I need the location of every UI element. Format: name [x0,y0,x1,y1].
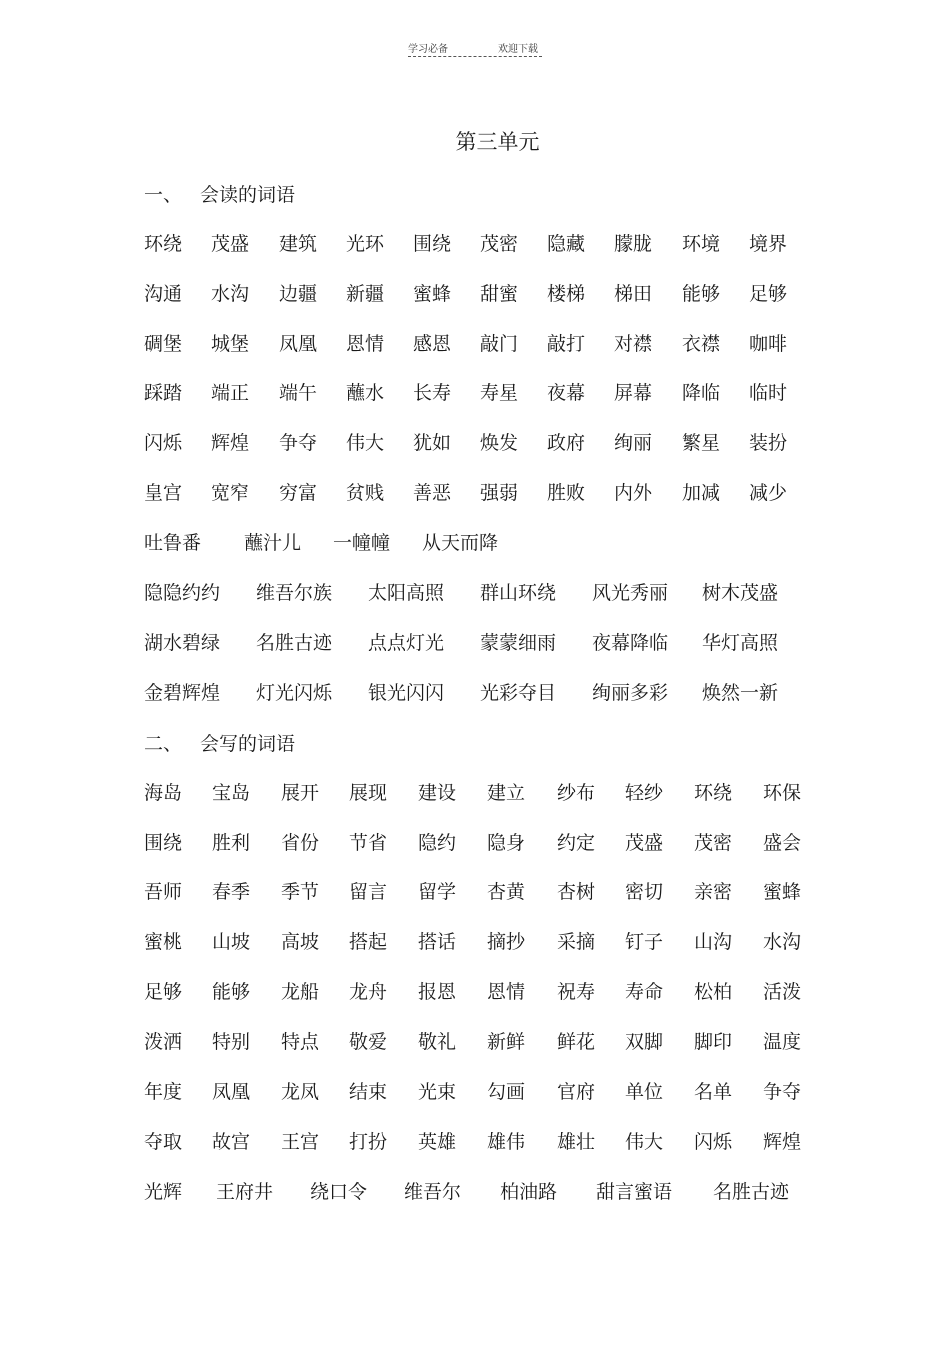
vocab-word: 夜幕 [547,382,586,404]
vocab-word: 特别 [212,1031,251,1053]
vocab-word: 水沟 [763,931,802,953]
vocab-word: 环境 [682,233,721,255]
vocab-word: 群山环绕 [480,582,557,604]
vocab-word: 杏树 [557,881,596,903]
vocab-word: 树木茂盛 [702,582,779,604]
vocab-word: 轻纱 [625,782,664,804]
vocab-word: 钉子 [625,931,664,953]
vocab-word: 光彩夺目 [480,682,557,704]
vocab-word: 穷富 [279,482,318,504]
section-number: 二、 [144,733,183,755]
vocab-word: 建立 [487,782,526,804]
vocab-word: 留学 [418,881,457,903]
vocab-word: 能够 [682,283,721,305]
vocab-word: 金碧辉煌 [144,682,221,704]
vocab-word: 蒙蒙细雨 [480,632,557,654]
vocab-word: 点点灯光 [368,632,445,654]
vocab-word: 朦胧 [614,233,653,255]
vocab-word: 隐身 [487,832,526,854]
vocab-word: 闪烁 [144,432,183,454]
vocab-word: 茂盛 [211,233,250,255]
page-title: 第三单元 [455,130,540,154]
vocab-word: 沟通 [144,283,183,305]
vocab-word: 勾画 [487,1081,526,1103]
vocab-word: 茂密 [694,832,733,854]
vocab-word: 凤凰 [212,1081,251,1103]
vocab-word: 龙船 [281,981,320,1003]
vocab-word: 围绕 [413,233,452,255]
vocab-word: 装扮 [749,432,788,454]
vocab-word: 宽窄 [211,482,250,504]
vocab-word: 密切 [625,881,664,903]
vocab-word: 水沟 [211,283,250,305]
vocab-word: 屏幕 [614,382,653,404]
vocab-word: 环保 [763,782,802,804]
vocab-word: 茂盛 [625,832,664,854]
vocab-word: 雄壮 [557,1131,596,1153]
vocab-word: 皇宫 [144,482,183,504]
vocab-word: 高坡 [281,931,320,953]
vocab-word: 伟大 [346,432,385,454]
vocab-word: 踩踏 [144,382,183,404]
vocab-word: 吾师 [144,881,183,903]
vocab-word: 单位 [625,1081,664,1103]
vocab-word: 甜蜜 [480,283,519,305]
vocab-word: 王宫 [281,1131,320,1153]
vocab-word: 伟大 [625,1131,664,1153]
vocab-word: 湖水碧绿 [144,632,221,654]
vocab-word: 绚丽 [614,432,653,454]
vocab-word: 寿星 [480,382,519,404]
vocab-word: 凤凰 [279,333,318,355]
vocab-word: 结束 [349,1081,388,1103]
vocab-word: 活泼 [763,981,802,1003]
vocab-word: 摘抄 [487,931,526,953]
vocab-word: 足够 [144,981,183,1003]
vocab-word: 盛会 [763,832,802,854]
vocab-word: 特点 [281,1031,320,1053]
vocab-word: 能够 [212,981,251,1003]
vocab-word: 感恩 [413,333,452,355]
vocab-word: 繁星 [682,432,721,454]
vocab-word: 对襟 [614,333,653,355]
vocab-word: 咖啡 [749,333,788,355]
vocab-word: 名胜古迹 [713,1181,790,1203]
vocab-word: 善恶 [413,482,452,504]
vocab-word: 采摘 [557,931,596,953]
vocab-word: 城堡 [211,333,250,355]
vocab-word: 约定 [557,832,596,854]
vocab-word: 蘸水 [346,382,385,404]
section-title: 会写的词语 [200,733,296,755]
vocab-word: 节省 [349,832,388,854]
vocab-word: 贫贱 [346,482,385,504]
header-left-text: 学习必备 [408,44,448,55]
vocab-word: 雄伟 [487,1131,526,1153]
vocab-word: 搭起 [349,931,388,953]
vocab-word: 季节 [281,881,320,903]
vocab-word: 蜜蜂 [413,283,452,305]
vocab-word: 王府井 [216,1181,274,1203]
vocab-word: 名胜古迹 [256,632,333,654]
section-title: 会读的词语 [200,184,296,206]
vocab-word: 长寿 [413,382,452,404]
vocab-word: 新鲜 [487,1031,526,1053]
vocab-word: 敬爱 [349,1031,388,1053]
vocab-word: 打扮 [349,1131,388,1153]
vocab-word: 焕然一新 [702,682,779,704]
vocab-word: 隐约 [418,832,457,854]
vocab-word: 梯田 [614,283,653,305]
vocab-word: 寿命 [625,981,664,1003]
page-header [408,38,542,57]
vocab-word: 环绕 [144,233,183,255]
vocab-word: 从天而降 [422,532,499,554]
vocab-word: 绚丽多彩 [592,682,669,704]
vocab-word: 建设 [418,782,457,804]
vocab-word: 鲜花 [557,1031,596,1053]
vocab-word: 楼梯 [547,283,586,305]
vocab-word: 风光秀丽 [592,582,669,604]
vocab-word: 官府 [557,1081,596,1103]
vocab-word: 春季 [212,881,251,903]
vocab-word: 夺取 [144,1131,183,1153]
vocab-word: 银光闪闪 [368,682,445,704]
vocab-word: 边疆 [279,283,318,305]
vocab-word: 英雄 [418,1131,457,1153]
vocab-word: 胜利 [212,832,251,854]
vocab-word: 海岛 [144,782,183,804]
vocab-word: 柏油路 [500,1181,558,1203]
vocab-word: 泼洒 [144,1031,183,1053]
vocab-word: 辉煌 [763,1131,802,1153]
vocab-word: 吐鲁番 [144,532,202,554]
vocab-word: 茂密 [480,233,519,255]
vocab-word: 衣襟 [682,333,721,355]
vocab-word: 报恩 [418,981,457,1003]
vocab-word: 焕发 [480,432,519,454]
vocab-word: 山沟 [694,931,733,953]
vocab-word: 敬礼 [418,1031,457,1053]
vocab-word: 省份 [281,832,320,854]
vocab-word: 围绕 [144,832,183,854]
section-number: 一、 [144,184,183,206]
header-right-text: 欢迎下载 [498,44,538,55]
vocab-word: 争夺 [763,1081,802,1103]
vocab-word: 维吾尔族 [256,582,333,604]
vocab-word: 年度 [144,1081,183,1103]
vocab-word: 端正 [211,382,250,404]
vocab-word: 辉煌 [211,432,250,454]
vocab-word: 新疆 [346,283,385,305]
vocab-word: 名单 [694,1081,733,1103]
vocab-word: 脚印 [694,1031,733,1053]
vocab-word: 胜败 [547,482,586,504]
vocab-word: 敲打 [547,333,586,355]
vocab-word: 纱布 [557,782,596,804]
vocab-word: 隐藏 [547,233,586,255]
vocab-word: 杏黄 [487,881,526,903]
vocab-word: 故宫 [212,1131,251,1153]
vocab-word: 隐隐约约 [144,582,221,604]
vocab-word: 展开 [281,782,320,804]
vocab-word: 蘸汁儿 [244,532,302,554]
vocab-word: 闪烁 [694,1131,733,1153]
vocab-word: 敲门 [480,333,519,355]
vocab-word: 光环 [346,233,385,255]
vocab-word: 展现 [349,782,388,804]
vocab-word: 争夺 [279,432,318,454]
vocab-word: 夜幕降临 [592,632,669,654]
vocab-word: 碉堡 [144,333,183,355]
vocab-word: 恩情 [346,333,385,355]
vocab-word: 亲密 [694,881,733,903]
vocab-word: 蜜桃 [144,931,183,953]
vocab-word: 建筑 [279,233,318,255]
vocab-word: 龙舟 [349,981,388,1003]
vocab-word: 灯光闪烁 [256,682,333,704]
vocab-word: 留言 [349,881,388,903]
vocab-word: 温度 [763,1031,802,1053]
vocab-word: 松柏 [694,981,733,1003]
vocab-word: 光束 [418,1081,457,1103]
vocab-word: 维吾尔 [404,1181,462,1203]
vocab-word: 内外 [614,482,653,504]
vocab-word: 恩情 [487,981,526,1003]
vocab-word: 华灯高照 [702,632,779,654]
vocab-word: 境界 [749,233,788,255]
vocab-word: 足够 [749,283,788,305]
vocab-word: 环绕 [694,782,733,804]
vocab-word: 临时 [749,382,788,404]
vocab-word: 端午 [279,382,318,404]
vocab-word: 政府 [547,432,586,454]
vocab-word: 双脚 [625,1031,664,1053]
vocab-word: 搭话 [418,931,457,953]
vocab-word: 绕口令 [310,1181,368,1203]
vocab-word: 太阳高照 [368,582,445,604]
section-heading [144,729,295,756]
vocab-word: 甜言蜜语 [596,1181,673,1203]
vocab-word: 减少 [749,482,788,504]
vocab-word: 龙凤 [281,1081,320,1103]
vocab-word: 加减 [682,482,721,504]
vocab-word: 光辉 [144,1181,183,1203]
vocab-word: 山坡 [212,931,251,953]
section-heading [144,180,295,207]
vocab-word: 强弱 [480,482,519,504]
vocab-word: 祝寿 [557,981,596,1003]
vocab-word: 蜜蜂 [763,881,802,903]
vocab-word: 宝岛 [212,782,251,804]
vocab-word: 降临 [682,382,721,404]
vocab-word: 犹如 [413,432,452,454]
vocab-word: 一幢幢 [333,532,391,554]
